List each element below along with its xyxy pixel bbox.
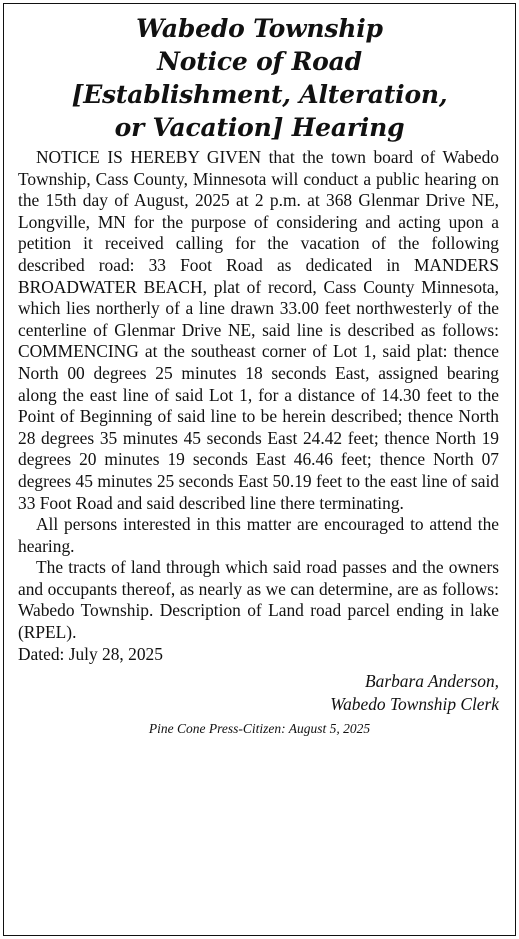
publication-credit: Pine Cone Press-Citizen: August 5, 2025 [148, 721, 371, 737]
notice-paragraph-3: The tracts of land through which said road passes and the owners and occupants thereof, as nearly as we can determine, are as follows: Wabedo Township. Description of Land road parcel ending in lake (RPEL). [18, 557, 499, 643]
heading-line-2: Notice of Road [157, 47, 362, 76]
notice-paragraph-2: All persons interested in this matter are encouraged to attend the hearing. [18, 514, 499, 556]
signature-block [18, 670, 499, 716]
notice-heading [8, 12, 511, 144]
notice-body [18, 147, 499, 665]
signer-name: Barbara Anderson, [365, 671, 499, 692]
notice-paragraph-1: NOTICE IS HEREBY GIVEN that the town board of Wabedo Township, Cass County, Minnesota will conduct a public hearing on the 15th day of August, 2025 at 2 p.m. at 368 Glenmar Drive NE, Longville, MN for the purpose of considering and acting upon a petition it received calling for the vacation of the following described road: 33 Foot Road as dedicated in MANDERS BROADWATER BEACH, plat of record, Cass County Minnesota, which lies northerly of a line drawn 33.00 feet northwesterly of the centerline of Glenmar Drive NE, said line is described as follows: COMMENCING at the southeast corner of Lot 1, said plat: thence North 00 degrees 25 minutes 18 seconds East, assigned bearing along the east line of said Lot 1, for a distance of 14.30 feet to the Point of Beginning of said line to be herein described; thence North 28 degrees 35 minutes 45 seconds East 24.42 feet; thence North 19 degrees 20 minutes 19 seconds East 46.46 feet; thence North 07 degrees 45 minutes 25 seconds East 50.19 feet to the east line of said 33 Foot Road and said described line there terminating. [18, 147, 499, 513]
heading-line-1: Wabedo Township [136, 14, 383, 43]
heading-line-4: or Vacation] Hearing [114, 113, 405, 142]
legal-notice [3, 3, 516, 936]
signer-title: Wabedo Township Clerk [330, 694, 499, 715]
heading-line-3: [Establishment, Alteration, [71, 80, 448, 109]
dated-line: Dated: July 28, 2025 [18, 643, 163, 664]
